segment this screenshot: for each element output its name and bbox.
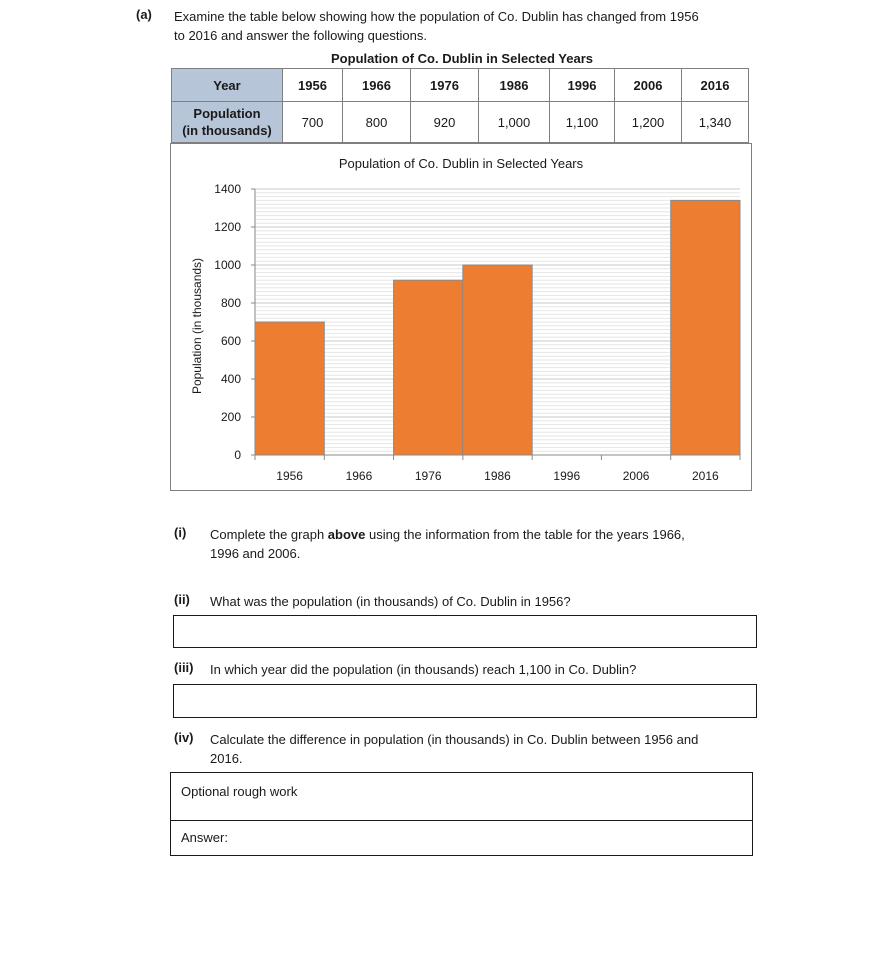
population-cell: 1,100 xyxy=(550,102,615,143)
population-cell: 800 xyxy=(343,102,411,143)
x-tick-label: 1956 xyxy=(276,469,303,483)
year-cell: 1956 xyxy=(283,69,343,102)
population-table xyxy=(171,68,749,143)
population-header xyxy=(172,102,283,143)
population-cell: 1,200 xyxy=(615,102,682,143)
bar-1986 xyxy=(463,265,532,455)
x-ticks xyxy=(276,469,719,483)
year-cell: 1966 xyxy=(343,69,411,102)
question-i-line-2: 1996 and 2006. xyxy=(210,546,301,561)
population-cell: 1,340 xyxy=(682,102,749,143)
population-header-line-2: (in thousands) xyxy=(182,123,272,138)
x-tick-label: 1976 xyxy=(414,469,442,483)
question-iv-label: (iv) xyxy=(174,730,194,745)
question-a-label: (a) xyxy=(136,7,152,22)
y-axis-label: Population (in thousands) xyxy=(190,257,204,395)
answer-box-iv[interactable] xyxy=(170,820,753,856)
question-i-line-1 xyxy=(210,525,685,544)
y-ticks xyxy=(214,182,255,462)
table-title: Population of Co. Dublin in Selected Years xyxy=(331,51,593,66)
x-tick-label: 1986 xyxy=(484,469,511,483)
population-cell: 700 xyxy=(283,102,343,143)
x-tick-label: 1966 xyxy=(345,469,373,483)
chart-title: Population of Co. Dublin in Selected Years xyxy=(338,156,584,171)
y-tick-label: 0 xyxy=(234,448,241,462)
answer-label: Answer: xyxy=(181,830,228,845)
question-iv-line-2: 2016. xyxy=(210,751,243,766)
question-iv-line-1: Calculate the difference in population (in thousands) in Co. Dublin between 1956 and xyxy=(210,732,699,747)
y-tick-label: 400 xyxy=(220,372,241,386)
question-i-text xyxy=(210,525,685,563)
year-cell: 2006 xyxy=(615,69,682,102)
x-tick-label: 2006 xyxy=(622,469,650,483)
question-i-text-b: using the information from the table for the years 1966, xyxy=(365,527,685,542)
bar-2016 xyxy=(671,200,740,455)
year-cell: 1976 xyxy=(411,69,479,102)
y-tick-label: 1200 xyxy=(214,220,241,234)
population-cell: 1,000 xyxy=(479,102,550,143)
y-tick-label: 200 xyxy=(220,410,241,424)
question-ii-label: (ii) xyxy=(174,592,190,607)
table-row-population xyxy=(172,102,749,143)
question-iii-label: (iii) xyxy=(174,660,194,675)
population-bar-chart xyxy=(171,144,751,490)
rough-work-box[interactable] xyxy=(170,772,753,821)
population-cell: 920 xyxy=(411,102,479,143)
question-a-text xyxy=(174,7,699,45)
year-header: Year xyxy=(172,69,283,102)
x-tick-label: 2016 xyxy=(692,469,719,483)
table-row-years xyxy=(172,69,749,102)
answer-box-iii[interactable] xyxy=(173,684,757,718)
year-cell: 2016 xyxy=(682,69,749,102)
chart-frame xyxy=(170,143,752,491)
bar-1976 xyxy=(394,280,463,455)
question-i-text-a: Complete the graph xyxy=(210,527,328,542)
question-iv-text xyxy=(210,730,698,768)
year-cell: 1996 xyxy=(550,69,615,102)
question-ii-text: What was the population (in thousands) of Co. Dublin in 1956? xyxy=(210,594,571,609)
intro-line-1: Examine the table below showing how the population of Co. Dublin has changed from 1956 xyxy=(174,9,699,24)
year-cell: 1986 xyxy=(479,69,550,102)
y-tick-label: 800 xyxy=(220,296,241,310)
x-tick-label: 1996 xyxy=(553,469,581,483)
y-tick-label: 1000 xyxy=(214,258,241,272)
y-tick-label: 1400 xyxy=(214,182,241,196)
question-iii-text: In which year did the population (in thousands) reach 1,100 in Co. Dublin? xyxy=(210,662,637,677)
question-i-emphasis: above xyxy=(327,527,366,542)
rough-work-label: Optional rough work xyxy=(181,784,298,799)
question-i-label: (i) xyxy=(174,525,187,540)
y-tick-label: 600 xyxy=(220,334,241,348)
population-header-line-1: Population xyxy=(193,106,261,121)
answer-box-ii[interactable] xyxy=(173,615,757,648)
intro-line-2: to 2016 and answer the following questions. xyxy=(174,28,427,43)
bar-1956 xyxy=(255,322,324,455)
